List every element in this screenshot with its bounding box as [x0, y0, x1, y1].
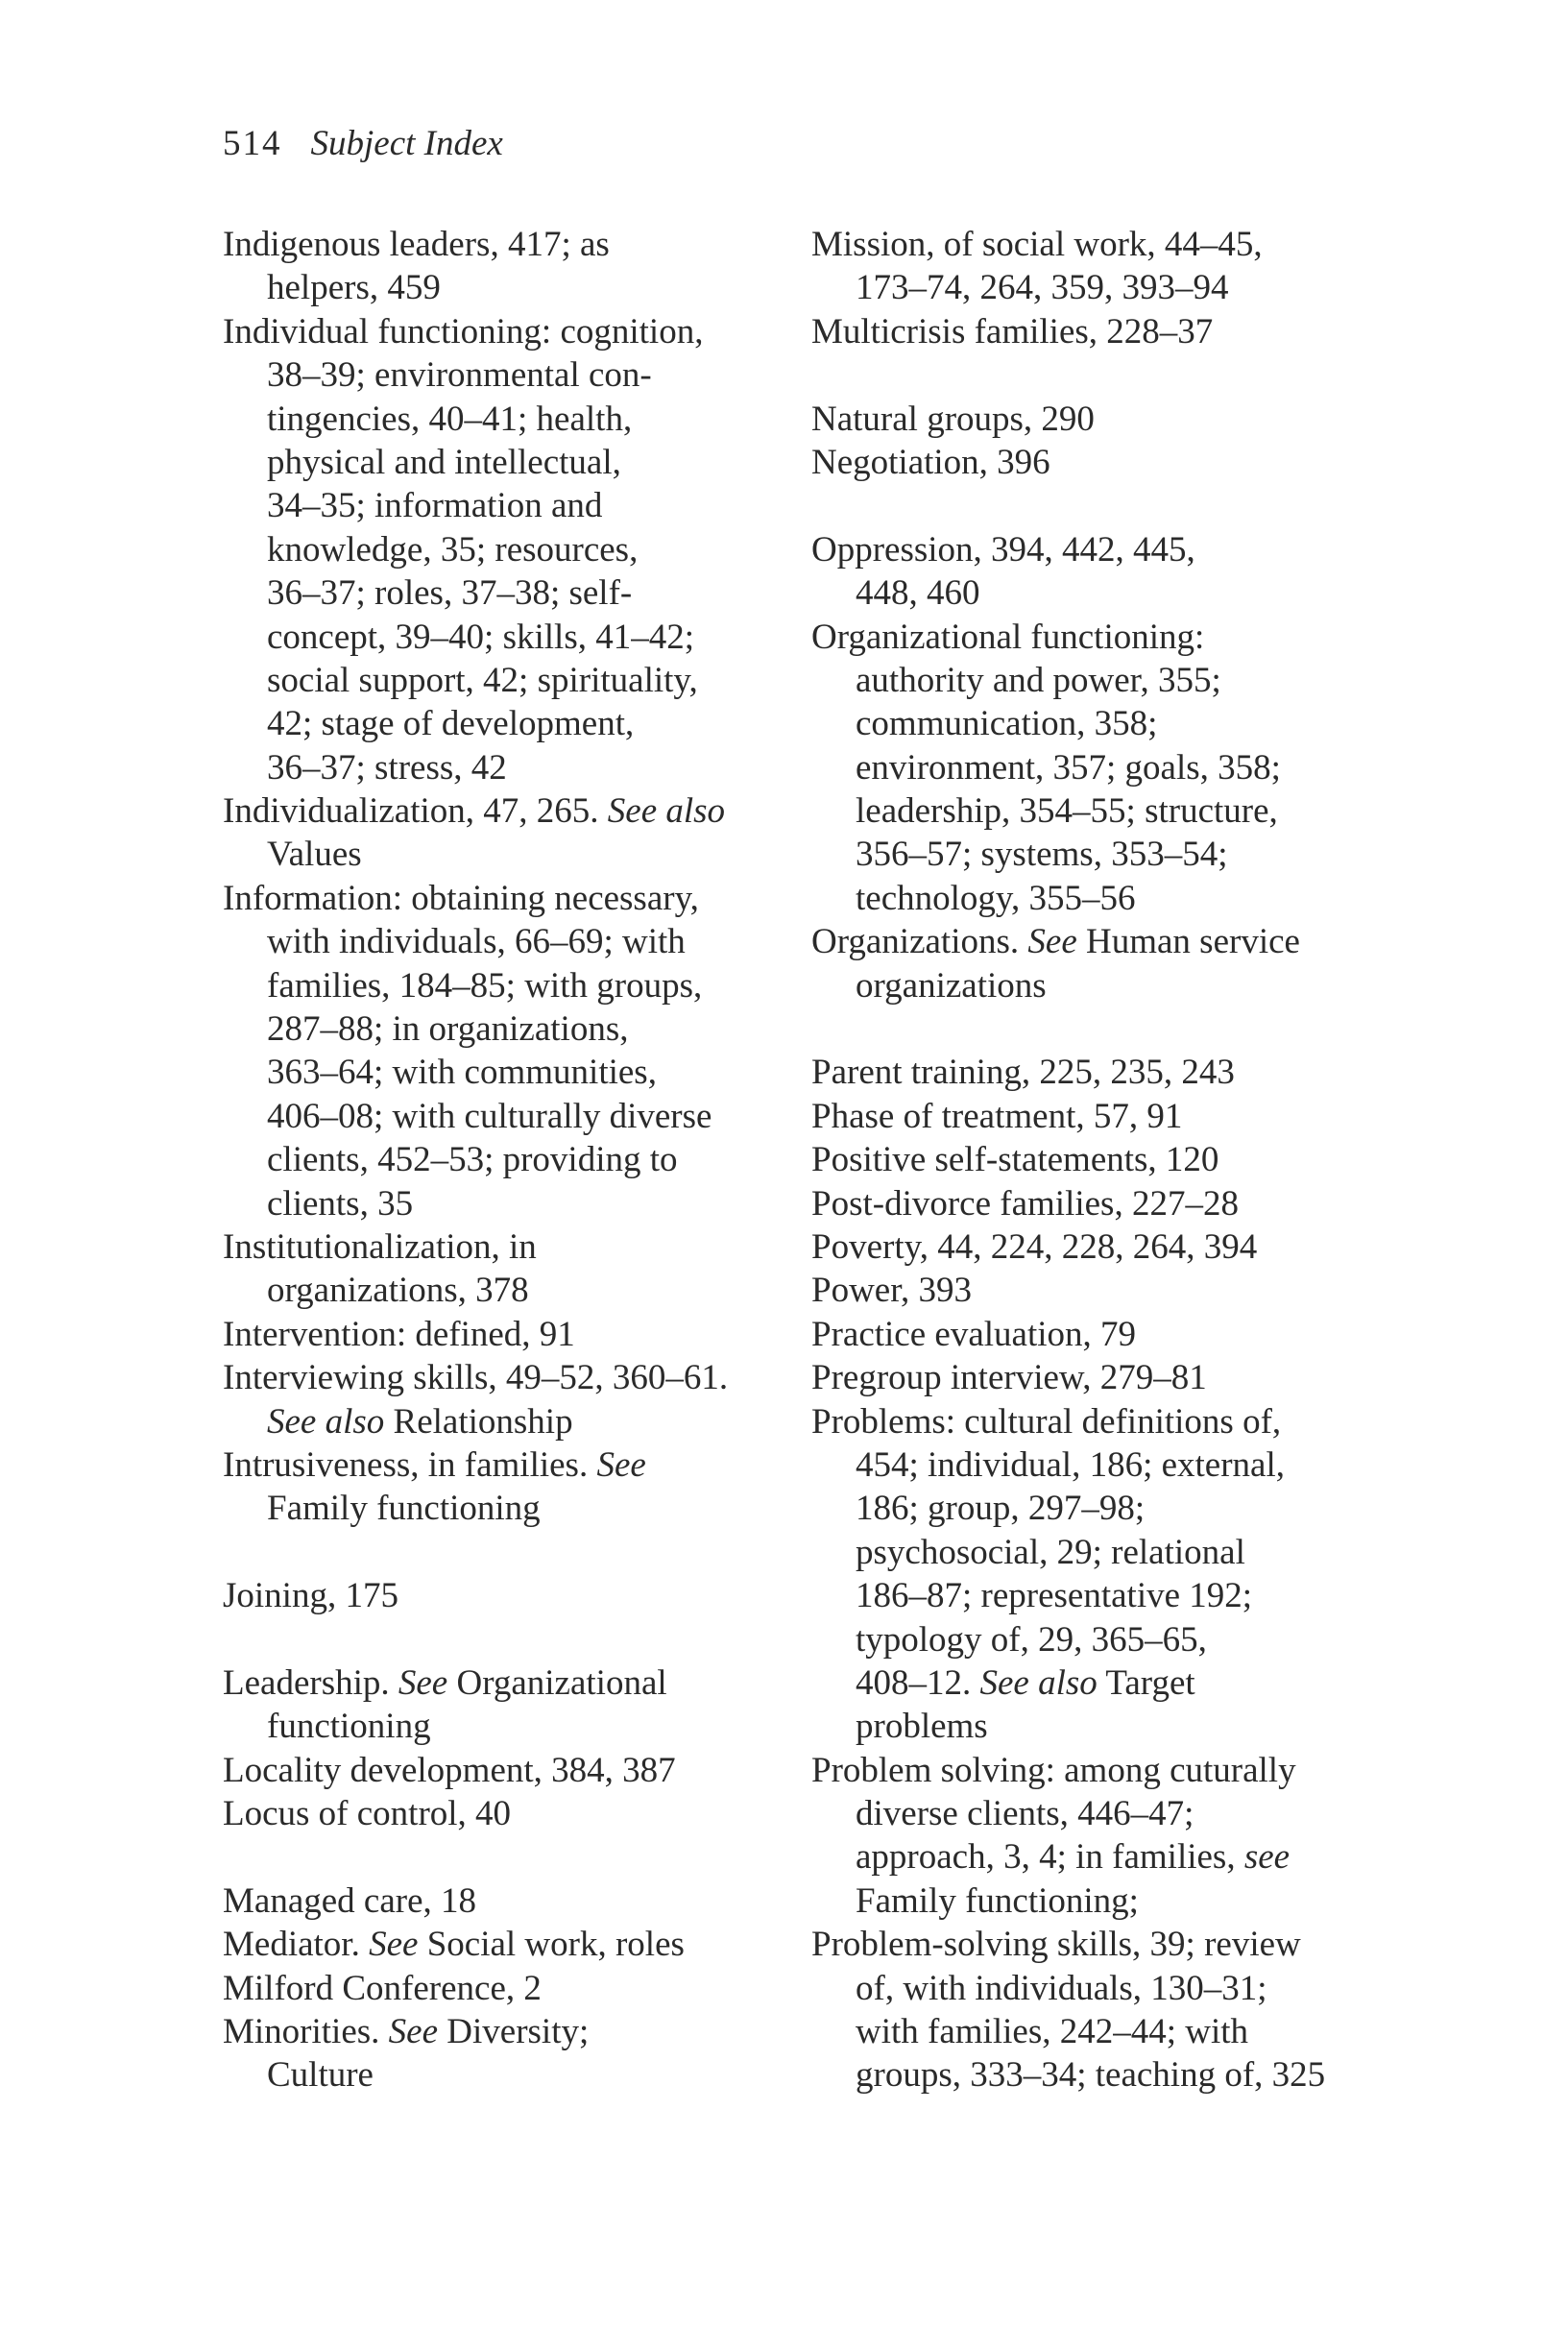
entry-text: knowledge, 35; resources,: [267, 529, 639, 570]
index-entry: [223, 1923, 799, 1966]
index-entry: [811, 528, 1368, 571]
entry-text: physical and intellectual,: [267, 442, 621, 482]
index-entry: [223, 789, 799, 833]
index-entry-continuation: [223, 1095, 799, 1138]
entry-text: 42; stage of development,: [267, 704, 635, 744]
index-entry-continuation: [223, 528, 799, 571]
cross-reference-target: Diversity;: [438, 2012, 590, 2052]
index-entry-continuation: [811, 789, 1368, 833]
entry-text: Post-divorce families, 227–28: [811, 1183, 1239, 1224]
index-entry-continuation: [811, 1443, 1368, 1487]
index-column-right: [811, 223, 1368, 2097]
entry-text: organizations, 378: [267, 1271, 529, 1311]
entry-text: Organizational functioning:: [811, 617, 1205, 657]
index-entry: [811, 1749, 1368, 1792]
index-entry: [223, 1313, 799, 1356]
index-entry-continuation: [223, 1138, 799, 1181]
entry-text: Organizations.: [811, 922, 1028, 962]
index-entry: [811, 1182, 1368, 1225]
entry-spacer: [223, 1531, 799, 1574]
running-title: Subject Index: [310, 124, 503, 163]
running-header: [223, 123, 503, 165]
entry-text: Culture: [267, 2055, 374, 2096]
index-entry-continuation: [811, 746, 1368, 789]
entry-text: 408–12.: [856, 1662, 980, 1703]
cross-reference-target: Human service: [1076, 922, 1300, 962]
index-entry-continuation: [811, 1879, 1368, 1923]
index-entry: [811, 1225, 1368, 1269]
entry-text: helpers, 459: [267, 268, 441, 308]
entry-text: 454; individual, 186; external,: [856, 1444, 1285, 1485]
index-entry: [811, 1095, 1368, 1138]
index-entry-continuation: [811, 1967, 1368, 2010]
index-entry-continuation: [811, 1531, 1368, 1574]
cross-reference-label: See also: [979, 1662, 1098, 1703]
index-entry-continuation: [811, 2053, 1368, 2097]
entry-text: communication, 358;: [856, 704, 1158, 744]
index-entry: [223, 1443, 799, 1487]
entry-text: Problems: cultural definitions of,: [811, 1401, 1282, 1442]
index-entry: [223, 1879, 799, 1923]
index-entry-continuation: [811, 659, 1368, 702]
entry-text: 36–37; roles, 37–38; self-: [267, 573, 633, 614]
index-entry-continuation: [811, 702, 1368, 745]
entry-text: Intrusiveness, in families.: [223, 1444, 597, 1485]
index-entry-continuation: [223, 833, 799, 876]
index-entry: [811, 398, 1368, 441]
cross-reference-label: See: [596, 1444, 646, 1485]
index-entry: [811, 1400, 1368, 1443]
index-entry: [811, 441, 1368, 484]
entry-text: groups, 333–34; teaching of, 325: [856, 2055, 1326, 2096]
index-entry-continuation: [223, 571, 799, 615]
entry-text: Mission, of social work, 44–45,: [811, 225, 1263, 264]
entry-text: of, with individuals, 130–31;: [856, 1968, 1267, 2008]
index-entry-continuation: [811, 833, 1368, 876]
index-entry-continuation: [811, 1487, 1368, 1530]
index-entry: [223, 1574, 799, 1617]
entry-text: 287–88; in organizations,: [267, 1009, 629, 1050]
entry-text: technology, 355–56: [856, 878, 1136, 918]
entry-text: 36–37; stress, 42: [267, 747, 507, 788]
index-entry-continuation: [223, 920, 799, 963]
index-entry: [811, 1138, 1368, 1181]
index-entry: [811, 310, 1368, 353]
entry-text: tingencies, 40–41; health,: [267, 399, 633, 439]
entry-text: environment, 357; goals, 358;: [856, 747, 1281, 788]
entry-text: 34–35; information and: [267, 486, 603, 526]
index-entry-continuation: [811, 1705, 1368, 1748]
entry-text: Natural groups, 290: [811, 399, 1095, 439]
entry-text: Poverty, 44, 224, 228, 264, 394: [811, 1226, 1258, 1267]
entry-text: diverse clients, 446–47;: [856, 1794, 1194, 1834]
index-entry-continuation: [811, 877, 1368, 920]
entry-text: Locus of control, 40: [223, 1794, 512, 1834]
entry-text: organizations: [856, 965, 1047, 1006]
entry-text: 38–39; environmental con-: [267, 355, 652, 396]
entry-text: Leadership.: [223, 1662, 398, 1703]
entry-spacer: [811, 353, 1368, 397]
index-entry: [223, 1225, 799, 1269]
entry-text: social support, 42; spirituality,: [267, 660, 698, 700]
index-entry: [811, 1269, 1368, 1312]
index-entry-continuation: [223, 398, 799, 441]
entry-text: Milford Conference, 2: [223, 1968, 542, 2008]
index-entry: [811, 1356, 1368, 1399]
entry-text: Information: obtaining necessary,: [223, 878, 699, 918]
index-entry-continuation: [223, 1487, 799, 1530]
entry-text: Family functioning;: [856, 1880, 1139, 1921]
entry-text: Negotiation, 396: [811, 442, 1050, 482]
index-entry: [223, 310, 799, 353]
entry-text: leadership, 354–55; structure,: [856, 791, 1278, 832]
entry-text: typology of, 29, 365–65,: [856, 1619, 1207, 1660]
index-entry-continuation: [223, 353, 799, 397]
index-entry-continuation: [223, 964, 799, 1007]
entry-text: Parent training, 225, 235, 243: [811, 1053, 1235, 1093]
index-entry-continuation: [223, 1051, 799, 1094]
index-entry: [223, 877, 799, 920]
index-entry: [223, 1661, 799, 1705]
entry-text: Institutionalization, in: [223, 1226, 537, 1267]
entry-text: Indigenous leaders, 417; as: [223, 225, 610, 264]
cross-reference-target: Social work, roles: [418, 1925, 685, 1965]
cross-reference-label: see: [1243, 1837, 1291, 1878]
entry-text: Minorities.: [223, 2012, 389, 2052]
cross-reference-label: See: [388, 2012, 439, 2052]
entry-text: approach, 3, 4; in families,: [856, 1837, 1244, 1878]
entry-text: Multicrisis families, 228–37: [811, 311, 1214, 352]
cross-reference-label: See: [398, 1662, 448, 1703]
index-entry-continuation: [223, 616, 799, 659]
index-entry-continuation: [223, 1269, 799, 1312]
cross-reference-label: See also: [267, 1401, 385, 1442]
page-number: 514: [223, 124, 282, 163]
index-entry-continuation: [223, 484, 799, 527]
entry-text: clients, 452–53; providing to: [267, 1140, 678, 1180]
entry-text: Problem solving: among cuturally: [811, 1750, 1296, 1790]
entry-text: functioning: [267, 1707, 431, 1747]
index-entry: [811, 223, 1368, 266]
index-entry-continuation: [223, 702, 799, 745]
entry-text: authority and power, 355;: [856, 660, 1221, 700]
cross-reference-label: See also: [607, 791, 726, 832]
entry-text: Family functioning: [267, 1489, 541, 1529]
entry-spacer: [811, 484, 1368, 527]
cross-reference-target: Relationship: [384, 1401, 573, 1442]
entry-text: families, 184–85; with groups,: [267, 965, 703, 1006]
entry-text: Practice evaluation, 79: [811, 1314, 1137, 1354]
index-entry: [223, 1356, 799, 1399]
index-entry-continuation: [811, 1618, 1368, 1661]
entry-text: Interviewing skills, 49–52, 360–61.: [223, 1358, 729, 1398]
index-entry: [811, 1051, 1368, 1094]
entry-text: Pregroup interview, 279–81: [811, 1358, 1207, 1398]
entry-spacer: [811, 1007, 1368, 1051]
index-entry-continuation: [811, 1661, 1368, 1705]
entry-text: psychosocial, 29; relational: [856, 1532, 1245, 1572]
entry-text: Individual functioning: cognition,: [223, 311, 704, 352]
entry-text: 448, 460: [856, 573, 980, 614]
entry-text: with individuals, 66–69; with: [267, 922, 686, 962]
entry-text: concept, 39–40; skills, 41–42;: [267, 617, 694, 657]
index-entry-continuation: [811, 1574, 1368, 1617]
index-entry-continuation: [811, 1792, 1368, 1835]
index-entry-continuation: [811, 571, 1368, 615]
entry-text: Values: [267, 835, 362, 875]
index-entry-continuation: [223, 1182, 799, 1225]
entry-text: Power, 393: [811, 1271, 973, 1311]
entry-text: 363–64; with communities,: [267, 1053, 657, 1093]
entry-spacer: [223, 1835, 799, 1879]
index-entry: [811, 920, 1368, 963]
entry-text: Managed care, 18: [223, 1880, 477, 1921]
entry-text: problems: [856, 1707, 988, 1747]
cross-reference-label: See: [1027, 922, 1077, 962]
index-entry-continuation: [223, 441, 799, 484]
entry-text: Phase of treatment, 57, 91: [811, 1096, 1183, 1136]
cross-reference-label: See: [369, 1925, 419, 1965]
index-entry-continuation: [223, 1007, 799, 1051]
index-entry-continuation: [811, 1835, 1368, 1879]
entry-text: Mediator.: [223, 1925, 370, 1965]
index-entry: [223, 1792, 799, 1835]
index-column-left: [223, 223, 799, 2097]
index-entry: [223, 1967, 799, 2010]
entry-text: Joining, 175: [223, 1576, 398, 1616]
index-entry: [223, 223, 799, 266]
entry-text: 186; group, 297–98;: [856, 1489, 1146, 1529]
index-entry-continuation: [223, 266, 799, 309]
index-entry-continuation: [223, 1400, 799, 1443]
index-entry-continuation: [811, 266, 1368, 309]
entry-text: 356–57; systems, 353–54;: [856, 835, 1228, 875]
entry-text: 173–74, 264, 359, 393–94: [856, 268, 1229, 308]
index-entry: [811, 1313, 1368, 1356]
index-entry-continuation: [223, 1705, 799, 1748]
entry-spacer: [223, 1618, 799, 1661]
index-entry: [223, 1749, 799, 1792]
entry-text: Individualization, 47, 265.: [223, 791, 608, 832]
entry-text: 406–08; with culturally diverse: [267, 1096, 712, 1136]
entry-text: with families, 242–44; with: [856, 2012, 1249, 2052]
index-entry-continuation: [223, 2053, 799, 2097]
entry-text: Oppression, 394, 442, 445,: [811, 529, 1195, 570]
index-entry-continuation: [811, 964, 1368, 1007]
index-entry-continuation: [223, 746, 799, 789]
index-entry: [811, 616, 1368, 659]
cross-reference-target: Organizational: [447, 1662, 667, 1703]
cross-reference-target: Target: [1097, 1662, 1195, 1703]
index-entry: [223, 2010, 799, 2053]
index-entry-continuation: [223, 659, 799, 702]
index-entry: [811, 1923, 1368, 1966]
entry-text: Locality development, 384, 387: [223, 1750, 676, 1790]
index-entry-continuation: [811, 2010, 1368, 2053]
entry-text: Intervention: defined, 91: [223, 1314, 575, 1354]
entry-text: Problem-solving skills, 39; review: [811, 1925, 1301, 1965]
entry-text: 186–87; representative 192;: [856, 1576, 1253, 1616]
entry-text: clients, 35: [267, 1183, 414, 1224]
entry-text: Positive self-statements, 120: [811, 1140, 1219, 1180]
